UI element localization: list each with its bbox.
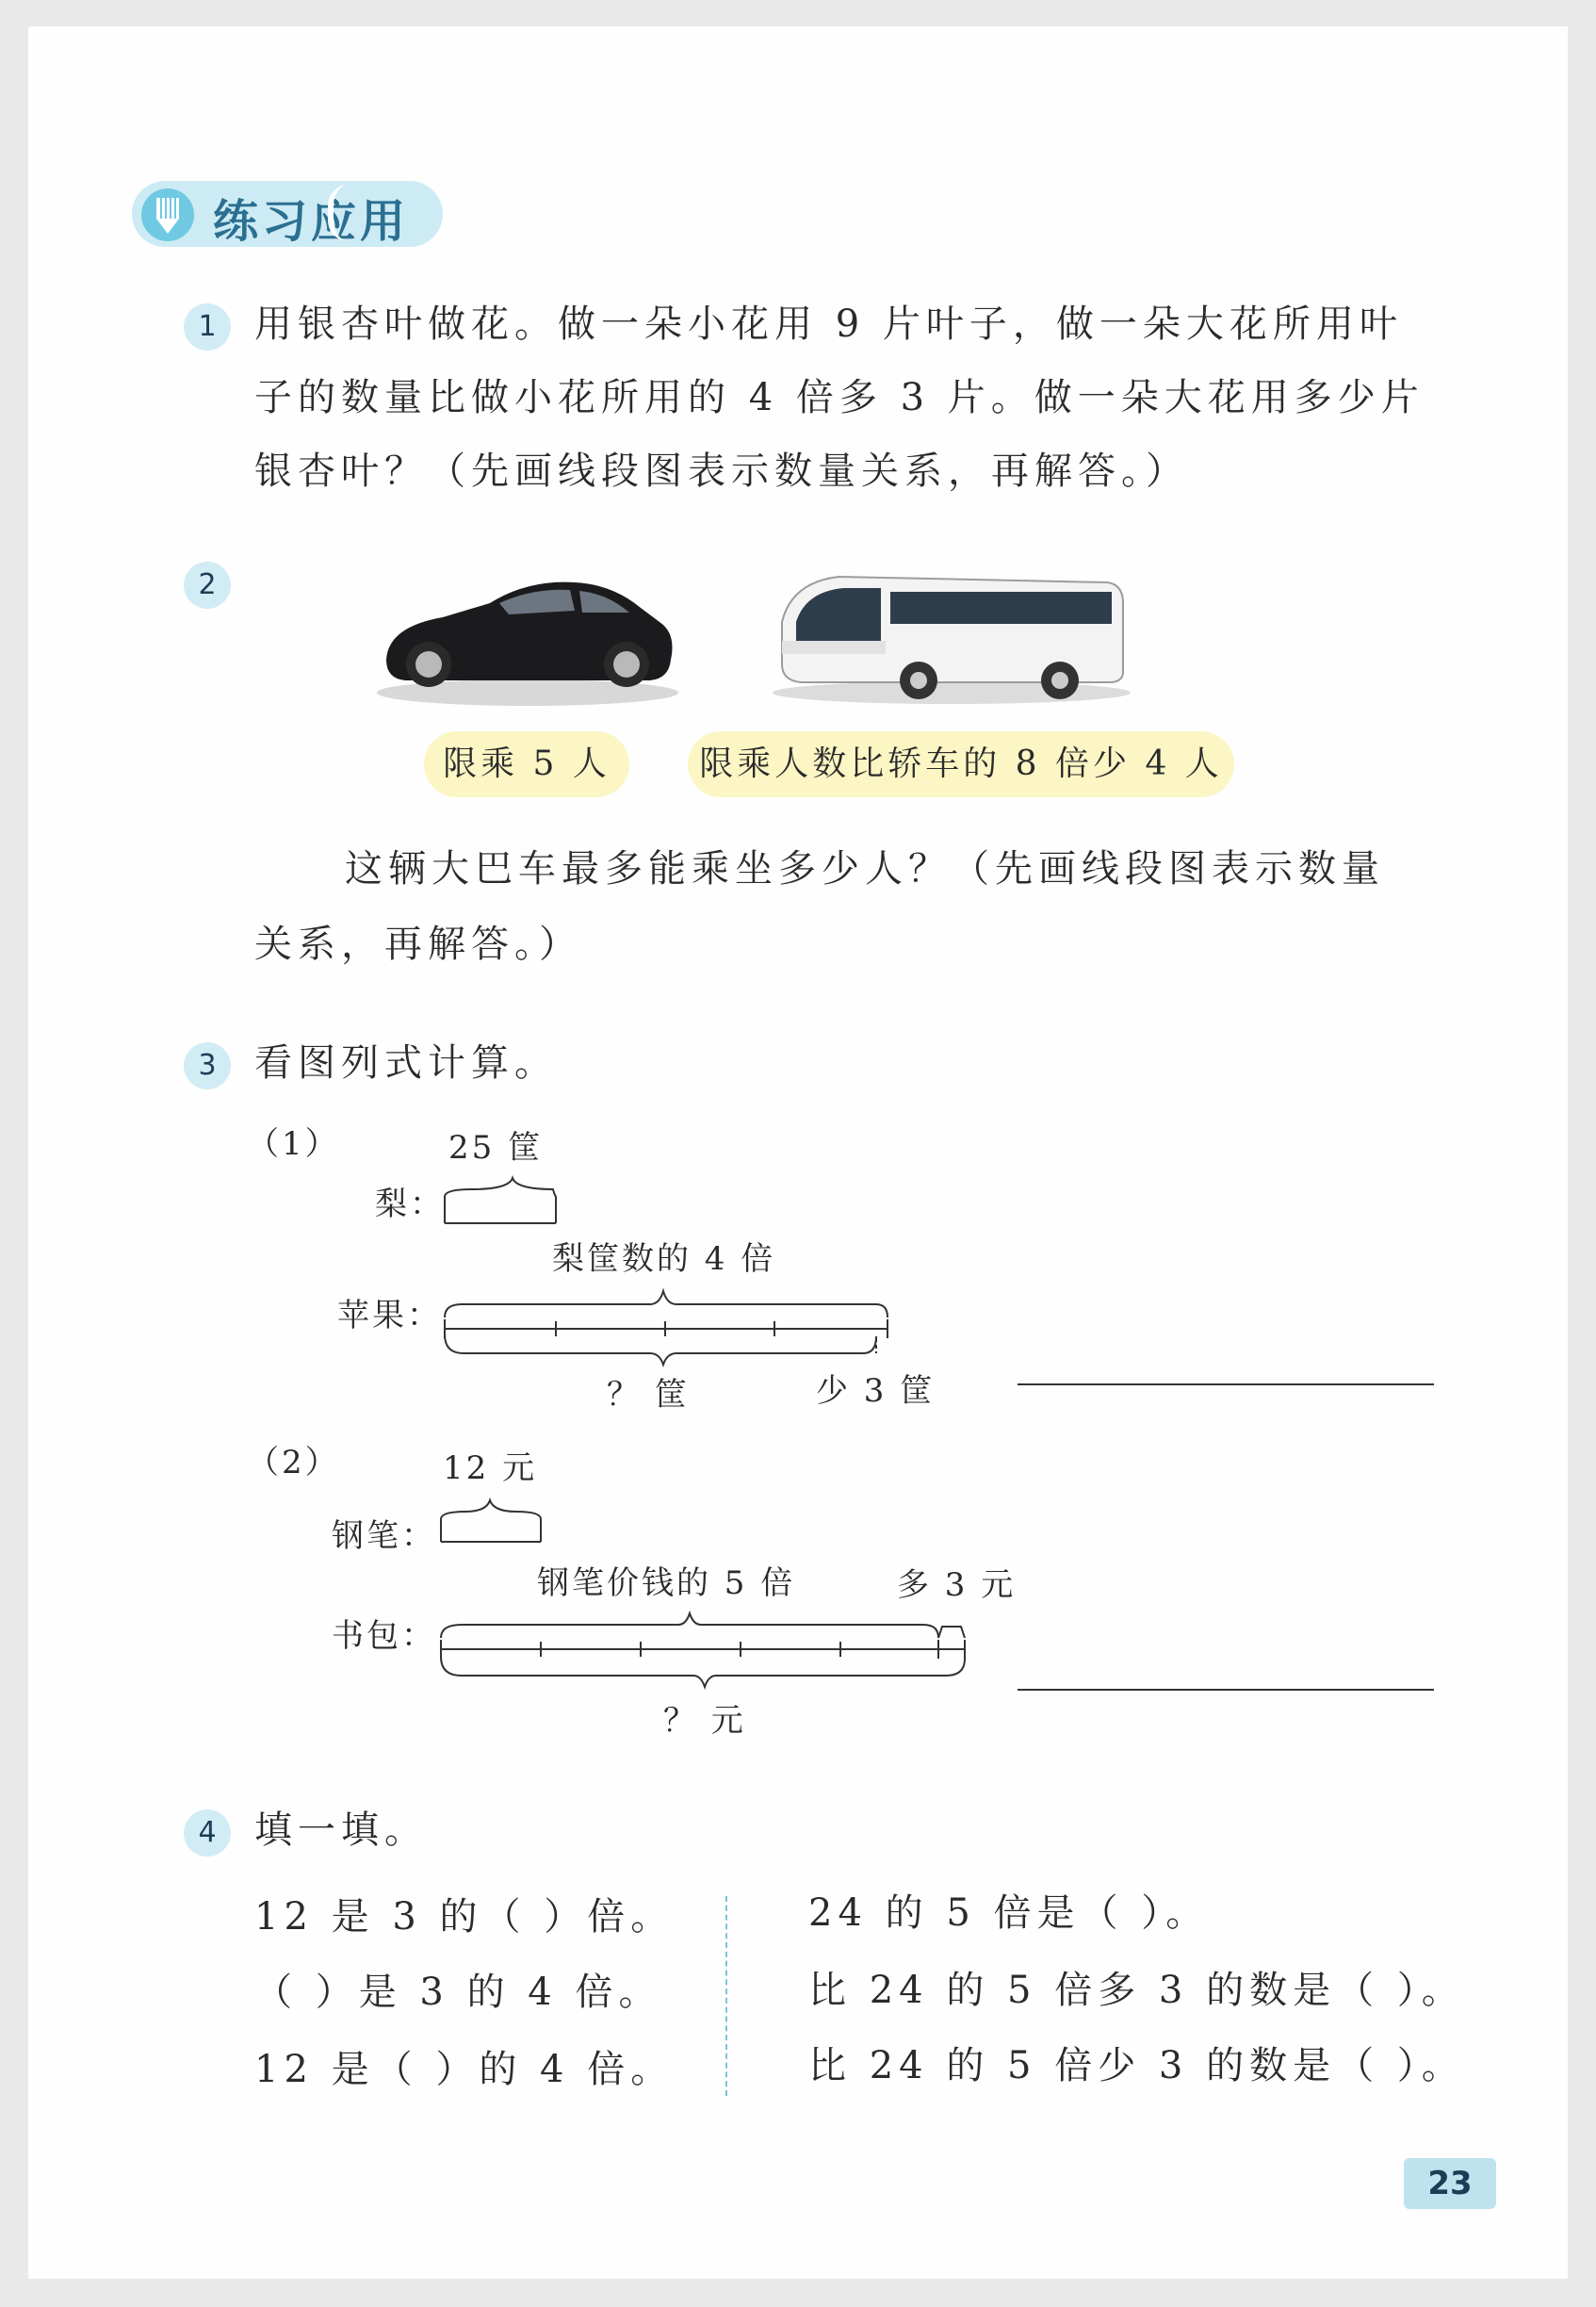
- pear-top-brace: [445, 1178, 556, 1223]
- q1-line-1: 用银杏叶做花。做一朵小花用 9 片叶子，做一朵大花所用叶: [254, 303, 1403, 346]
- q4-right-1: 24 的 5 倍是（ ）。: [808, 1891, 1210, 1935]
- apple-bottom-brace: [445, 1334, 876, 1365]
- bus-illustration: [773, 577, 1131, 704]
- pen-top-brace: [441, 1500, 541, 1542]
- pear-count-label: 25 筐: [448, 1129, 544, 1167]
- bus-capacity-label: 限乘人数比轿车的 8 倍少 4 人: [688, 731, 1234, 797]
- pen-price-label: 12 元: [443, 1449, 538, 1487]
- extra-brace: [938, 1627, 965, 1638]
- q2-line-1: 这辆大巴车最多能乘坐多少人？（先画线段图表示数量: [345, 847, 1385, 891]
- pear-row-label: 梨：: [375, 1186, 445, 1223]
- q4-left-2: （ ）是 3 的 4 倍。: [254, 1971, 662, 2014]
- q1-line-3: 银杏叶？（先画线段图表示数量关系，再解答。）: [254, 450, 1189, 493]
- q4-prompt: 填一填。: [254, 1808, 428, 1852]
- q4-right-3: 比 24 的 5 倍少 3 的数是（ ）。: [808, 2044, 1465, 2087]
- question-2-number: 2: [184, 562, 231, 609]
- q2-line-2: 关系，再解答。）: [254, 923, 582, 966]
- car-capacity-label: 限乘 5 人: [424, 731, 629, 797]
- apple-top-brace: [445, 1291, 888, 1317]
- question-1-number: 1: [184, 303, 231, 351]
- q1-line-2: 子的数量比做小花所用的 4 倍多 3 片。做一朵大花用多少片: [254, 376, 1425, 419]
- car-illustration: [377, 582, 678, 706]
- pen-row-label: 钢笔：: [332, 1517, 436, 1555]
- q3-prompt: 看图列式计算。: [254, 1041, 558, 1085]
- apple-multiple-label: 梨筐数的 4 倍: [552, 1240, 776, 1278]
- apple-less-label: 少 3 筐: [816, 1372, 936, 1410]
- q3-part1-label: （1）: [247, 1125, 340, 1163]
- bag-question-label: ？ 元: [663, 1702, 746, 1740]
- bag-bottom-brace: [441, 1657, 965, 1687]
- bag-row-label: 书包：: [332, 1617, 436, 1655]
- q4-divider: [725, 1896, 727, 2096]
- bag-top-brace: [441, 1613, 938, 1638]
- apple-question-label: ？ 筐: [607, 1376, 690, 1414]
- page-number: 23: [1404, 2158, 1496, 2209]
- question-3-number: 3: [184, 1042, 231, 1089]
- q4-left-3: 12 是（ ）的 4 倍。: [254, 2048, 675, 2091]
- q3-part1-answer-line: [1018, 1383, 1434, 1385]
- bag-multiple-label: 钢笔价钱的 5 倍: [537, 1564, 796, 1602]
- q4-left-1: 12 是 3 的（ ）倍。: [254, 1895, 675, 1939]
- bag-extra-label: 多 3 元: [897, 1566, 1017, 1604]
- q3-part2-label: （2）: [247, 1444, 340, 1481]
- q3-part2-answer-line: [1018, 1689, 1434, 1691]
- question-4-number: 4: [184, 1809, 231, 1857]
- apple-row-label: 苹果：: [337, 1297, 442, 1334]
- section-title: 练习应用: [213, 195, 410, 248]
- q4-right-2: 比 24 的 5 倍多 3 的数是（ ）。: [808, 1969, 1465, 2012]
